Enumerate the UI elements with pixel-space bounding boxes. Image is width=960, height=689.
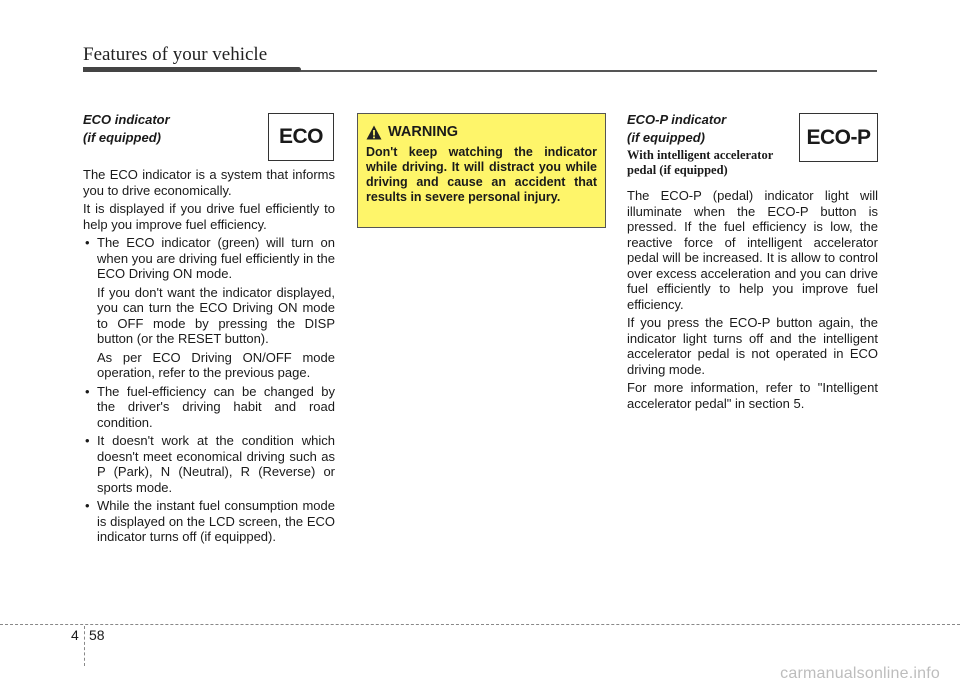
warning-title: WARNING	[388, 124, 459, 140]
bullet-text: The ECO indicator (green) will turn on when you are driving fuel efficiently in the ECO Driving ON mode.	[97, 235, 335, 281]
eco-p-paragraph-2: If you press the ECO-P button again, the indicator light turns off and the intelligent accelerator pedal is not operated in ECO driving mode.	[627, 315, 878, 377]
warning-header	[366, 124, 597, 140]
page-header-title: Features of your vehicle	[83, 44, 268, 65]
eco-p-paragraph-1: The ECO-P (pedal) indicator light will illuminate when the ECO-P button is pressed. If the fuel efficiency is low, the reactive force of intelligent accelerator pedal will be increased. It is allow to control over excess acceleration and you can drive fuel efficiently to help you improve fuel efficiency.	[627, 188, 878, 312]
bullet-text: While the instant fuel consumption mode is displayed on the LCD screen, the ECO indicator turns off (if equipped).	[97, 498, 335, 544]
eco-heading-line1: ECO indicator	[83, 112, 170, 127]
bullet-icon: •	[85, 383, 90, 399]
bullet-extra-text: If you don't want the indicator displayed, you can turn the ECO Driving ON mode to OFF mode by pressing the DISP button (or the RESET button).	[97, 284, 335, 346]
eco-intro-paragraph-1: The ECO indicator is a system that informs you to drive economically.	[83, 167, 335, 198]
chapter-number: 4	[71, 627, 79, 643]
page-number: 58	[89, 627, 105, 643]
eco-indicator-badge: ECO	[268, 113, 334, 161]
eco-p-subheading: With intelligent accelerator pedal (if equipped)	[627, 148, 774, 177]
list-item	[83, 433, 335, 495]
bullet-text: The fuel-efficiency can be changed by the driver's driving habit and road condition.	[97, 383, 335, 430]
bullet-icon: •	[85, 433, 90, 448]
warning-box	[357, 113, 606, 228]
watermark-text: carmanualsonline.info	[780, 665, 940, 682]
eco-indicator-section	[83, 112, 335, 548]
header-accent-bar	[83, 67, 301, 72]
footer-divider	[0, 624, 960, 625]
bullet-extra-text: As per ECO Driving ON/OFF mode operation, refer to the previous page.	[97, 349, 335, 380]
eco-heading-line2: (if equipped)	[83, 130, 161, 145]
bullet-icon: •	[85, 498, 90, 513]
eco-p-indicator-badge: ECO-P	[799, 113, 878, 162]
eco-intro-paragraph-2: It is displayed if you drive fuel efficiently to help you improve fuel efficiency.	[83, 201, 335, 232]
eco-p-heading-line2: (if equipped)	[627, 130, 705, 145]
list-item	[83, 384, 335, 431]
eco-bullet-list	[83, 235, 335, 545]
bullet-text: It doesn't work at the condition which doesn't meet economical driving such as P (Park), N (Neutral), R (Reverse) or sports mode.	[97, 433, 335, 495]
list-item	[83, 235, 335, 381]
footer-page-divider	[84, 626, 85, 666]
warning-text: Don't keep watching the indicator while driving. It will distract you while driving and cause an accident that results in severe personal injury.	[366, 145, 597, 204]
warning-triangle-icon	[366, 125, 382, 140]
bullet-icon: •	[85, 235, 90, 250]
eco-p-heading-line1: ECO-P indicator	[627, 112, 727, 127]
eco-p-paragraph-3: For more information, refer to "Intelligent accelerator pedal" in section 5.	[627, 380, 878, 411]
list-item	[83, 498, 335, 545]
